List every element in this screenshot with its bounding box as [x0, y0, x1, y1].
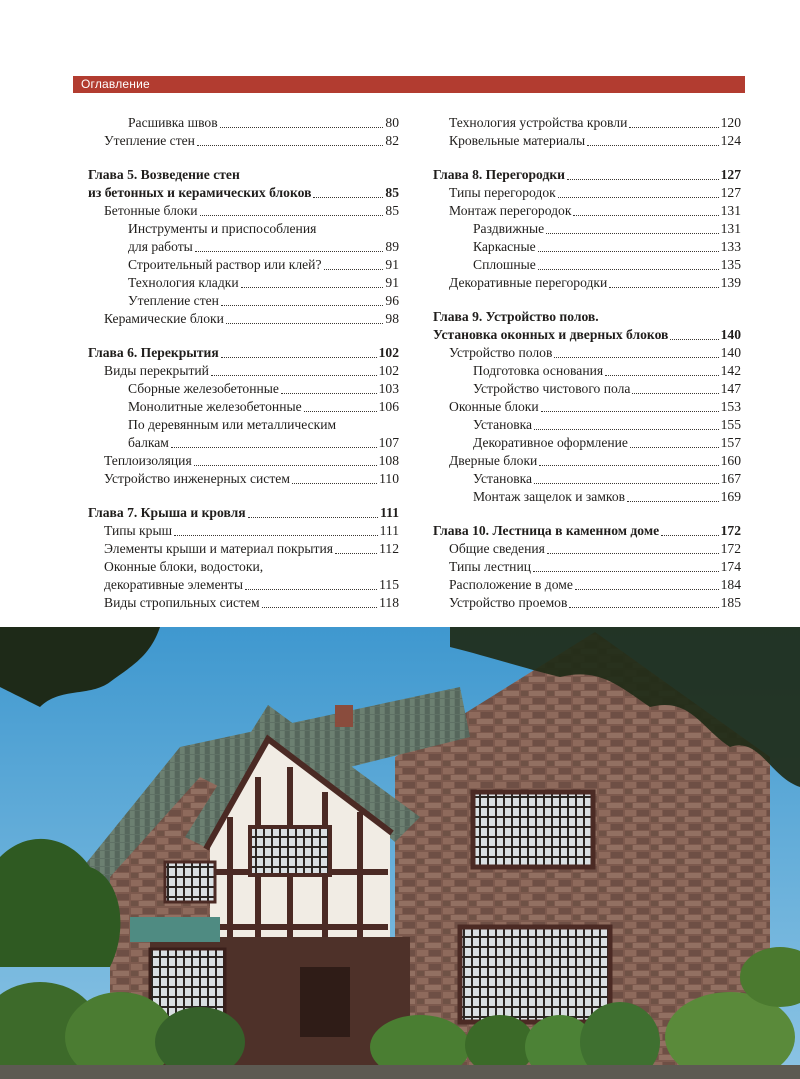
toc-page-number: 147: [720, 381, 741, 396]
toc-entry[interactable]: [433, 488, 741, 506]
toc-gap: [88, 150, 399, 166]
toc-page-number: 131: [720, 221, 741, 236]
toc-page-number: 139: [720, 275, 741, 290]
toc-entry[interactable]: [88, 114, 399, 132]
toc-dot-leader: [248, 517, 379, 518]
toc-entry-title: Типы перегородок: [449, 185, 556, 200]
toc-entry[interactable]: [433, 184, 741, 202]
toc-dot-leader: [538, 251, 719, 252]
toc-dot-leader: [629, 127, 718, 128]
toc-page-number: 85: [385, 185, 399, 200]
toc-page-number: 91: [385, 275, 399, 290]
toc-entry[interactable]: [433, 594, 741, 612]
toc-entry-title: Глава 9. Устройство полов.: [433, 309, 599, 324]
toc-entry[interactable]: [88, 274, 399, 292]
toc-page-number: 155: [720, 417, 741, 432]
toc-page-number: 172: [720, 541, 741, 556]
toc-entry[interactable]: [433, 362, 741, 380]
toc-page-number: 127: [720, 185, 741, 200]
toc-column-right: [433, 114, 741, 612]
toc-entry-title: Типы лестниц: [449, 559, 532, 574]
toc-entry-title: Монтаж перегородок: [449, 203, 572, 218]
toc-entry[interactable]: [433, 398, 741, 416]
toc-entry[interactable]: [88, 558, 399, 576]
toc-dot-leader: [546, 233, 718, 234]
toc-dot-leader: [541, 411, 719, 412]
toc-entry[interactable]: [88, 434, 399, 452]
toc-page-number: 106: [378, 399, 399, 414]
toc-page-number: 111: [380, 505, 399, 520]
toc-page-number: 169: [720, 489, 741, 504]
toc-page-number: 185: [720, 595, 741, 610]
toc-dot-leader: [197, 145, 383, 146]
toc-dot-leader: [587, 145, 718, 146]
toc-entry-title: Оконные блоки: [449, 399, 539, 414]
toc-entry-title: Утепление стен: [104, 133, 195, 148]
toc-gap: [88, 488, 399, 504]
toc-entry-title: Установка: [473, 417, 533, 432]
toc-entry-title: Инструменты и приспособления: [128, 221, 317, 236]
toc-entry-title: Монолитные железобетонные: [128, 399, 302, 414]
toc-dot-leader: [575, 589, 719, 590]
toc-entry[interactable]: [88, 238, 399, 256]
toc-page-number: 174: [720, 559, 741, 574]
toc-entry[interactable]: [88, 540, 399, 558]
toc-entry-title: Устройство инженерных систем: [104, 471, 290, 486]
toc-entry-title: Сборные железобетонные: [128, 381, 279, 396]
toc-page-number: 124: [720, 133, 741, 148]
toc-page-number: 140: [720, 327, 741, 342]
toc-entry-title: Сплошные: [473, 257, 536, 272]
toc-entry-title: Каркасные: [473, 239, 536, 254]
toc-dot-leader: [200, 215, 384, 216]
toc-chapter-entry[interactable]: [433, 326, 741, 344]
toc-page-number: 102: [378, 345, 399, 360]
toc-entry[interactable]: [433, 344, 741, 362]
toc-entry-title: Дверные блоки: [449, 453, 538, 468]
toc-column-left: [88, 114, 399, 612]
toc-entry-title: Глава 7. Крыша и кровля: [88, 505, 246, 520]
toc-dot-leader: [547, 553, 719, 554]
toc-entry-title: Строительный раствор или клей?: [128, 257, 322, 272]
toc-dot-leader: [221, 357, 377, 358]
toc-entry[interactable]: [433, 416, 741, 434]
toc-entry[interactable]: [88, 576, 399, 594]
toc-dot-leader: [569, 607, 718, 608]
toc-entry-title: Подготовка основания: [473, 363, 604, 378]
toc-entry[interactable]: [88, 398, 399, 416]
toc-page-number: 160: [720, 453, 741, 468]
toc-page-number: 167: [720, 471, 741, 486]
toc-entry-title: Технология устройства кровли: [449, 115, 628, 130]
toc-gap: [433, 506, 741, 522]
toc-dot-leader: [281, 393, 377, 394]
toc-entry-title: Устройство полов: [449, 345, 553, 360]
toc-page-number: 153: [720, 399, 741, 414]
toc-chapter-entry[interactable]: [88, 344, 399, 362]
toc-page-number: 115: [379, 577, 399, 592]
toc-entry[interactable]: [433, 434, 741, 452]
toc-gap: [433, 150, 741, 166]
toc-entry[interactable]: [88, 522, 399, 540]
house-photo: [0, 627, 800, 1079]
toc-dot-leader: [195, 251, 384, 252]
toc-entry[interactable]: [433, 558, 741, 576]
toc-entry-title: Установка оконных и дверных блоков: [433, 327, 669, 342]
toc-page-number: 112: [379, 541, 399, 556]
toc-page-number: 80: [385, 115, 399, 130]
toc-dot-leader: [539, 465, 718, 466]
toc-chapter-entry[interactable]: [88, 166, 399, 184]
toc-chapter-entry[interactable]: [88, 184, 399, 202]
toc-entry[interactable]: [433, 274, 741, 292]
toc-page-number: 89: [385, 239, 399, 254]
toc-entry-title: Глава 5. Возведение стен: [88, 167, 240, 182]
toc-entry-title: Устройство чистового пола: [473, 381, 631, 396]
toc-page-number: 135: [720, 257, 741, 272]
toc-dot-leader: [661, 535, 718, 536]
toc-entry-title: декоративные элементы: [104, 577, 244, 592]
toc-entry[interactable]: [433, 470, 741, 488]
toc-dot-leader: [211, 375, 377, 376]
toc-dot-leader: [262, 607, 378, 608]
toc-entry-title: Теплоизоляция: [104, 453, 192, 468]
toc-entry-title: Виды стропильных систем: [104, 595, 260, 610]
section-header-title: Оглавление: [81, 77, 150, 91]
toc-entry-title: Виды перекрытий: [104, 363, 209, 378]
toc-dot-leader: [171, 447, 377, 448]
toc-entry-title: Расшивка швов: [128, 115, 218, 130]
toc-page-number: 111: [379, 523, 399, 538]
toc-dot-leader: [609, 287, 718, 288]
toc-page-number: 108: [378, 453, 399, 468]
toc-dot-leader: [533, 571, 719, 572]
toc-entry[interactable]: [433, 132, 741, 150]
toc-entry[interactable]: [433, 380, 741, 398]
toc-dot-leader: [241, 287, 384, 288]
toc-entry[interactable]: [88, 202, 399, 220]
toc-entry[interactable]: [88, 132, 399, 150]
toc-entry[interactable]: [88, 256, 399, 274]
toc-dot-leader: [220, 127, 384, 128]
toc-entry-title: Декоративные перегородки: [449, 275, 608, 290]
toc-entry-title: Оконные блоки, водостоки,: [104, 559, 264, 574]
toc-page-number: 82: [385, 133, 399, 148]
toc-entry-title: Утепление стен: [128, 293, 219, 308]
toc-entry-title: По деревянным или металлическим: [128, 417, 337, 432]
toc-entry[interactable]: [433, 238, 741, 256]
toc-dot-leader: [605, 375, 718, 376]
toc-dot-leader: [630, 447, 719, 448]
toc-entry-title: Глава 6. Перекрытия: [88, 345, 219, 360]
toc-entry-title: балкам: [128, 435, 169, 450]
toc-entry[interactable]: [433, 256, 741, 274]
toc-dot-leader: [567, 179, 719, 180]
toc-entry[interactable]: [433, 202, 741, 220]
toc-entry-title: Расположение в доме: [449, 577, 573, 592]
toc-dot-leader: [573, 215, 718, 216]
toc-dot-leader: [304, 411, 377, 412]
toc-entry[interactable]: [433, 452, 741, 470]
toc-entry[interactable]: [88, 470, 399, 488]
toc-dot-leader: [174, 535, 378, 536]
toc-entry[interactable]: [433, 220, 741, 238]
toc-dot-leader: [538, 269, 719, 270]
toc-dot-leader: [313, 197, 383, 198]
toc-entry-title: Глава 8. Перегородки: [433, 167, 566, 182]
toc-entry-title: Типы крыш: [104, 523, 173, 538]
toc-dot-leader: [226, 323, 384, 324]
toc-entry[interactable]: [88, 310, 399, 328]
toc-dot-leader: [534, 429, 719, 430]
section-header-bar: [73, 76, 745, 93]
toc-dot-leader: [534, 483, 719, 484]
toc-page-number: 102: [378, 363, 399, 378]
toc-entry[interactable]: [433, 576, 741, 594]
toc-dot-leader: [554, 357, 718, 358]
toc-page-number: 157: [720, 435, 741, 450]
toc-page-number: 140: [720, 345, 741, 360]
toc-entry-title: Керамические блоки: [104, 311, 224, 326]
toc-entry-title: Глава 10. Лестница в каменном доме: [433, 523, 660, 538]
toc-page-number: 98: [385, 311, 399, 326]
toc-dot-leader: [335, 553, 377, 554]
toc-dot-leader: [194, 465, 377, 466]
toc-page-number: 103: [378, 381, 399, 396]
toc-dot-leader: [627, 501, 719, 502]
toc-entry-title: Кровельные материалы: [449, 133, 586, 148]
toc-page-number: 120: [720, 115, 741, 130]
toc-entry-title: Раздвижные: [473, 221, 545, 236]
toc-dot-leader: [670, 339, 718, 340]
toc-entry[interactable]: [88, 292, 399, 310]
toc-page-number: 118: [379, 595, 399, 610]
toc-entry-title: для работы: [128, 239, 193, 254]
toc-page-number: 133: [720, 239, 741, 254]
toc-entry-title: из бетонных и керамических блоков: [88, 185, 312, 200]
toc-entry[interactable]: [88, 380, 399, 398]
toc-page-number: 107: [378, 435, 399, 450]
toc-page-number: 184: [720, 577, 741, 592]
toc-entry[interactable]: [433, 114, 741, 132]
toc-page-number: 131: [720, 203, 741, 218]
toc-gap: [88, 328, 399, 344]
toc-chapter-entry[interactable]: [88, 504, 399, 522]
toc-entry-title: Общие сведения: [449, 541, 545, 556]
toc-page-number: 172: [720, 523, 741, 538]
toc-entry-title: Бетонные блоки: [104, 203, 198, 218]
toc-page-number: 110: [379, 471, 399, 486]
toc-dot-leader: [221, 305, 383, 306]
toc-chapter-entry[interactable]: [433, 522, 741, 540]
toc-chapter-entry[interactable]: [433, 166, 741, 184]
toc-page-number: 91: [385, 257, 399, 272]
toc-dot-leader: [245, 589, 377, 590]
toc-dot-leader: [632, 393, 718, 394]
toc-entry-title: Декоративное оформление: [473, 435, 628, 450]
toc-entry-title: Установка: [473, 471, 533, 486]
toc-chapter-entry[interactable]: [433, 308, 741, 326]
toc-entry-title: Монтаж защелок и замков: [473, 489, 626, 504]
toc-entry[interactable]: [88, 416, 399, 434]
toc-entry-title: Элементы крыши и материал покрытия: [104, 541, 333, 556]
toc-dot-leader: [292, 483, 377, 484]
toc-dot-leader: [558, 197, 719, 198]
toc-gap: [433, 292, 741, 308]
toc-entry[interactable]: [88, 452, 399, 470]
toc-entry-title: Технология кладки: [128, 275, 239, 290]
toc-dot-leader: [324, 269, 384, 270]
toc-page-number: 85: [385, 203, 399, 218]
toc-page-number: 127: [720, 167, 741, 182]
toc-entry[interactable]: [88, 362, 399, 380]
toc-entry[interactable]: [433, 540, 741, 558]
toc-entry-title: Устройство проемов: [449, 595, 568, 610]
toc-page-number: 96: [385, 293, 399, 308]
toc-entry[interactable]: [88, 594, 399, 612]
toc-entry[interactable]: [88, 220, 399, 238]
toc-page-number: 142: [720, 363, 741, 378]
